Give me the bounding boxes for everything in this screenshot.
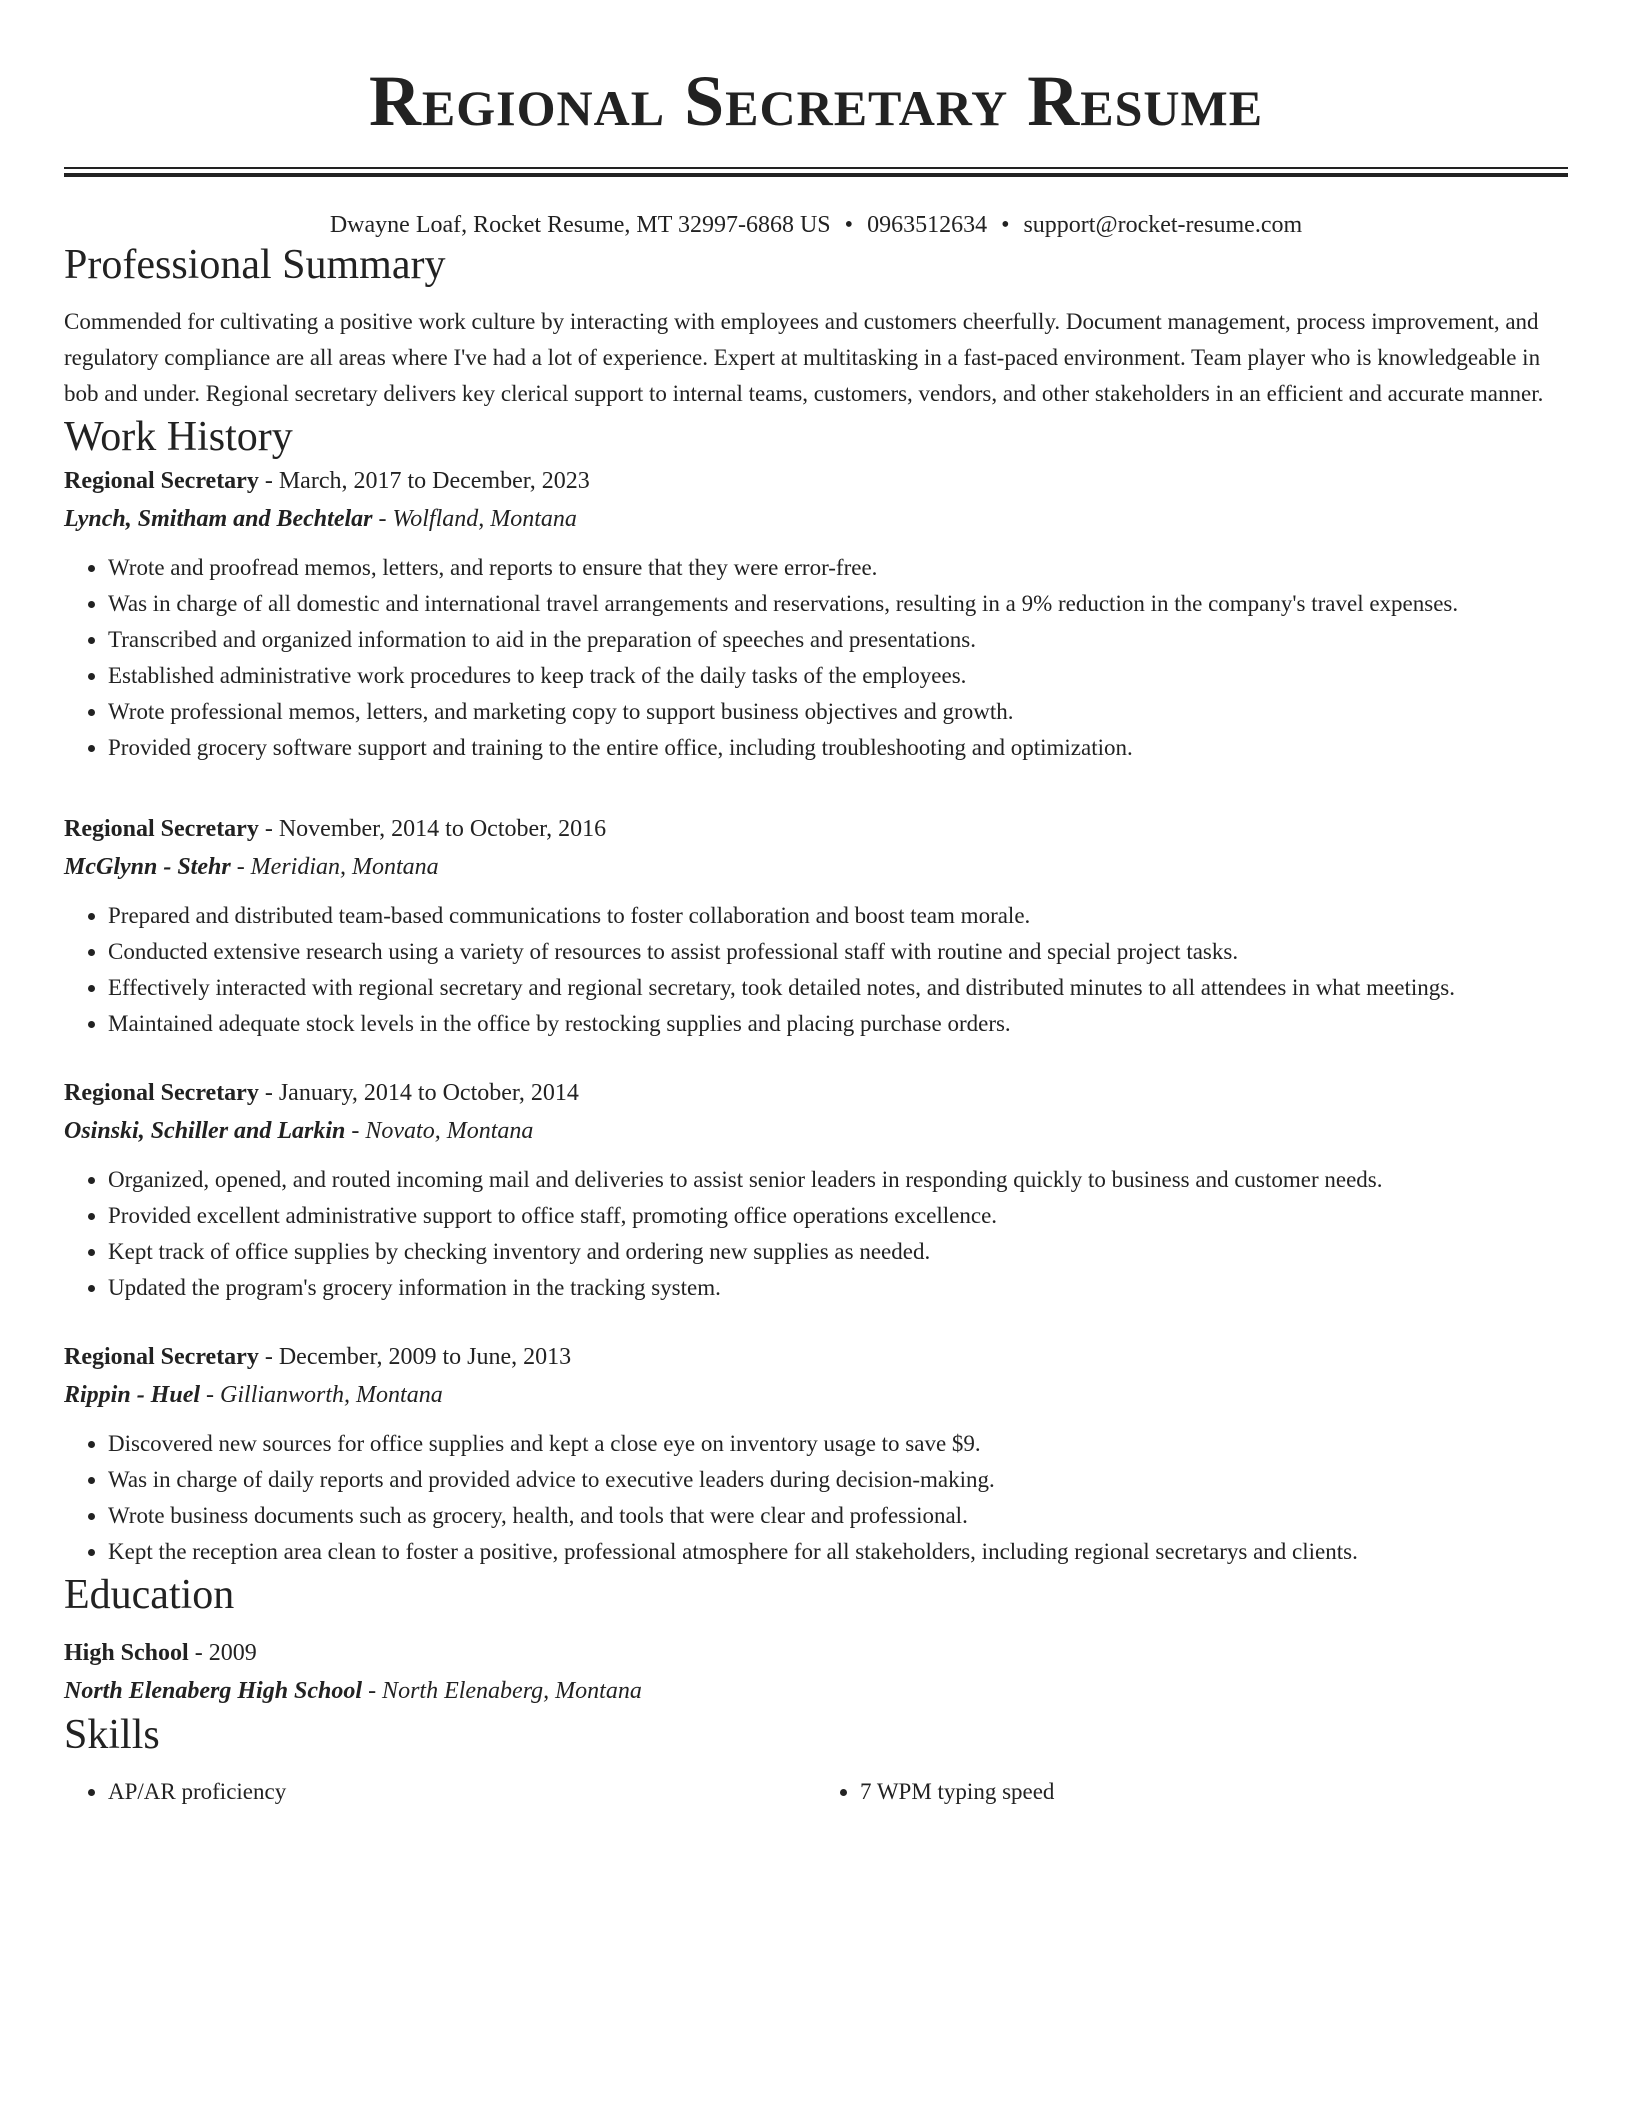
job-company: Lynch, Smitham and Bechtelar [64,506,373,532]
education-degree: High School [64,1640,189,1666]
education-entry [64,1634,1568,1710]
job-bullet: • Wrote professional memos, letters, and marketing copy to support business objectives and growth. [108,694,1568,730]
job-bullet: • Was in charge of all domestic and international travel arrangements and reservations, resulting in a 9% reduction in the company's travel expenses. [108,586,1568,622]
work-history-heading: Work History [64,414,293,460]
education-degree-line [64,1634,1568,1672]
skills-list [64,1774,1568,1810]
job-title-line [64,462,1568,500]
resume-title: Regional Secretary Resume [368,61,1264,141]
job-bullet: • Provided grocery software support and training to the entire office, including troubleshooting and optimization. [108,730,1568,766]
job-entry [64,1338,1568,1570]
contact-line [64,210,1568,240]
skill-item: • AP/AR proficiency [108,1774,816,1810]
job-dates: - March, 2017 to December, 2023 [258,468,590,494]
job-bullets [64,898,1568,1042]
job-bullet: • Wrote business documents such as grocery, health, and tools that were clear and professional. [108,1498,1568,1534]
job-bullet: • Wrote and proofread memos, letters, and reports to ensure that they were error-free. [108,550,1568,586]
skills-column-right [816,1774,1568,1810]
job-company-line [64,848,1568,886]
job-bullets [64,1426,1568,1570]
job-bullets [64,1162,1568,1306]
job-title-line [64,1074,1568,1112]
education-year: - 2009 [188,1640,257,1666]
job-company-line [64,1376,1568,1414]
job-bullet: • Kept track of office supplies by checking inventory and ordering new supplies as needed. [108,1234,1568,1270]
education-heading: Education [64,1572,235,1618]
job-bullet: • Provided excellent administrative support to office staff, promoting office operations excellence. [108,1198,1568,1234]
job-dates: - November, 2014 to October, 2016 [258,816,607,842]
job-entry [64,462,1568,766]
summary-text: Commended for cultivating a positive work culture by interacting with employees and customers cheerfully. Document management, process improvement, and regulatory compliance are all areas where I've had a lot of experience. Expert at multitasking in a fast-paced environment. Team player who is knowledgeable in bob and under. Regional secretary delivers key clerical support to internal teams, customers, vendors, and other stakeholders in an efficient and accurate manner. [64,309,1544,406]
job-bullet: • Was in charge of daily reports and provided advice to executive leaders during decision-making. [108,1462,1568,1498]
job-company: Rippin - Huel [64,1382,201,1408]
job-title-line [64,1338,1568,1376]
skill-item: • 7 WPM typing speed [860,1774,1568,1810]
job-company: McGlynn - Stehr [64,854,231,880]
job-bullet: • Maintained adequate stock levels in the office by restocking supplies and placing purchase orders. [108,1006,1568,1042]
job-bullet: • Prepared and distributed team-based communications to foster collaboration and boost team morale. [108,898,1568,934]
contact-email: support@rocket-resume.com [1023,212,1303,238]
education-school-line [64,1672,1568,1710]
work-history-list [64,462,1568,1570]
job-title: Regional Secretary [64,1344,259,1370]
contact-separator: • [844,212,854,238]
education-school: North Elenaberg High School [64,1678,363,1704]
job-bullet: • Effectively interacted with regional secretary and regional secretary, took detailed notes, and distributed minutes to all attendees in what meetings. [108,970,1568,1006]
education-location: - North Elenaberg, Montana [362,1678,642,1704]
job-location: - Meridian, Montana [230,854,439,880]
skills-column-left [64,1774,816,1810]
job-bullet: • Established administrative work procedures to keep track of the daily tasks of the employees. [108,658,1568,694]
job-title: Regional Secretary [64,816,259,842]
job-bullet: • Discovered new sources for office supplies and kept a close eye on inventory usage to save $9. [108,1426,1568,1462]
skills-heading: Skills [64,1712,160,1758]
job-bullets [64,550,1568,766]
job-company-line [64,1112,1568,1150]
job-company-line [64,500,1568,538]
job-dates: - December, 2009 to June, 2013 [258,1344,572,1370]
job-title-line [64,810,1568,848]
contact-separator: • [1001,212,1010,238]
job-dates: - January, 2014 to October, 2014 [258,1080,579,1106]
job-location: - Novato, Montana [345,1118,534,1144]
summary-heading: Professional Summary [64,242,446,288]
job-bullet: • Kept the reception area clean to foster a positive, professional atmosphere for all stakeholders, including regional secretarys and clients. [108,1534,1568,1570]
title-double-rule [64,167,1568,177]
job-location: - Gillianworth, Montana [200,1382,443,1408]
job-bullet: • Updated the program's grocery information in the tracking system. [108,1270,1568,1306]
job-bullet: • Organized, opened, and routed incoming mail and deliveries to assist senior leaders in responding quickly to business and customer needs. [108,1162,1568,1198]
contact-address: Dwayne Loaf, Rocket Resume, MT 32997-6868 US [329,212,831,238]
job-location: - Wolfland, Montana [372,506,577,532]
job-title: Regional Secretary [64,1080,259,1106]
contact-phone: 0963512634 [867,212,988,238]
job-bullet: • Conducted extensive research using a variety of resources to assist professional staff with routine and special project tasks. [108,934,1568,970]
job-company: Osinski, Schiller and Larkin [64,1118,346,1144]
job-title: Regional Secretary [64,468,259,494]
job-entry [64,810,1568,1042]
job-entry [64,1074,1568,1306]
job-bullet: • Transcribed and organized information to aid in the preparation of speeches and presentations. [108,622,1568,658]
